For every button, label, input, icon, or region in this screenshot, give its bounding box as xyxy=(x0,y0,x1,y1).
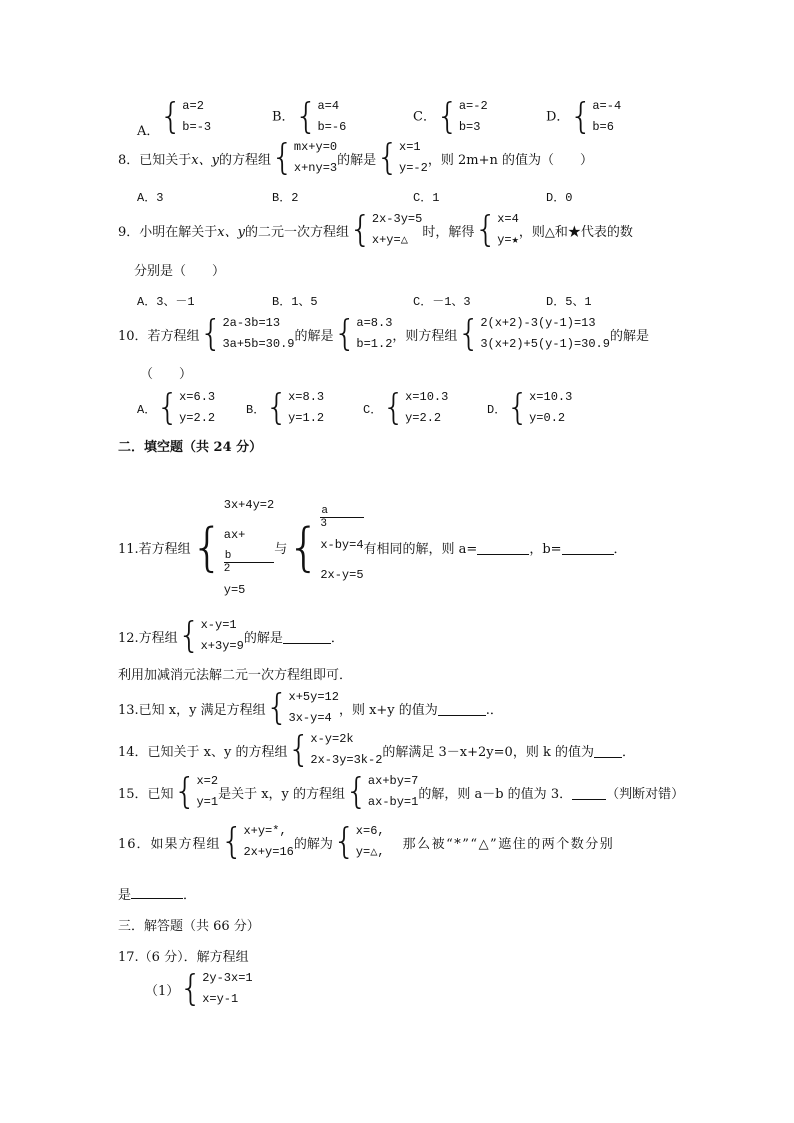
q10-paren: （ ） xyxy=(140,367,193,382)
q11-blank-b[interactable] xyxy=(562,540,614,555)
q10-option-a: A． { x=6.3 y=2.2 xyxy=(137,387,216,428)
q7-option-c: C． { a=-2 b=3 xyxy=(413,96,488,137)
q8-option-b: B．2 xyxy=(272,191,299,205)
question-9: 9．小明在解关于 x、y 的二元一次方程组 { 2x-3y=5 x+y=△ 时，解得 { x=4 y=★ ，则△和★代表的数 xyxy=(118,209,633,250)
q7-option-d: D． { a=-4 b=6 xyxy=(546,96,622,137)
q9-option-a: A．3、－1 xyxy=(137,295,195,309)
q14-blank[interactable] xyxy=(594,743,622,758)
q12-hint: 利用加减消元法解二元一次方程组即可． xyxy=(118,668,353,683)
q9-option-c: C．－1、3 xyxy=(413,295,471,309)
q17-title: 17.（6 分）．解方程组 xyxy=(118,950,249,965)
q16-line2: 是 ． xyxy=(118,884,196,903)
question-11: 11.若方程组 { 3x+4y=2 ax+ b 2 y=5 与 { a 3 x-by=4 2x-y=5 有相同的解，则 a= ，b= ． xyxy=(118,498,627,597)
q8-option-a: A．3 xyxy=(137,191,164,205)
question-13: 13.已知 x，y 满足方程组 { x+5y=12 3x-y=4 ，则 x+y 的值为 .． xyxy=(118,687,503,728)
q10-option-d: D． { x=10.3 y=0.2 xyxy=(487,387,573,428)
q11-blank-a[interactable] xyxy=(477,540,529,555)
q8-option-d: D．0 xyxy=(546,191,573,205)
q12-blank[interactable] xyxy=(283,629,331,644)
question-14: 14．已知关于 x、y 的方程组 { x-y=2k 2x-3y=3k-2 的解满足 3－x+2y=0，则 k 的值为 ． xyxy=(118,729,635,770)
q15-blank[interactable] xyxy=(572,785,606,800)
question-10: 10．若方程组 { 2a-3b=13 3a+5b=30.9 的解是 { a=8.3 b=1.2 ，则方程组 { 2(x+2)-3(y-1)=13 3(x+2)+5(y-1)=30.9 的解是 xyxy=(118,313,649,354)
question-16: 16．如果方程组 { x+y=*, 2x+y=16 的解为 { x=6, y=△, 那么被“*”“△”遮住的两个数分别 xyxy=(118,821,615,862)
section-3-heading: 三．解答题（共 66 分） xyxy=(118,919,260,934)
q13-blank[interactable] xyxy=(438,701,486,716)
q8-option-c: C．1 xyxy=(413,191,440,205)
question-12: 12.方程组 { x-y=1 x+3y=9 的解是 ． xyxy=(118,615,344,656)
q9-line2: 分别是（ ） xyxy=(134,264,226,279)
q9-option-b: B．1、5 xyxy=(272,295,318,309)
q17-part-1: （1） { 2y-3x=1 x=y-1 xyxy=(145,968,253,1009)
q10-option-b: B． { x=8.3 y=1.2 xyxy=(246,387,325,428)
q9-option-d: D．5、1 xyxy=(546,295,592,309)
q10-option-c: C． { x=10.3 y=2.2 xyxy=(363,387,449,428)
q7-option-a: A． { a=2 b=-3 xyxy=(137,96,212,139)
question-8: 8．已知关于 x、y 的方程组 { mx+y=0 x+ny=3 的解是 { x=1 y=-2 ，则 2m+n 的值为（ ） xyxy=(118,137,593,178)
section-2-heading: 二．填空题（共 24 分） xyxy=(118,440,263,455)
question-15: 15．已知 { x=2 y=1 是关于 x，y 的方程组 { ax+by=7 ax-by=1 的解，则 a－b 的值为 3． （判断对错） xyxy=(118,771,685,812)
q16-blank[interactable] xyxy=(131,884,183,899)
q7-option-b: B． { a=4 b=-6 xyxy=(272,96,347,137)
